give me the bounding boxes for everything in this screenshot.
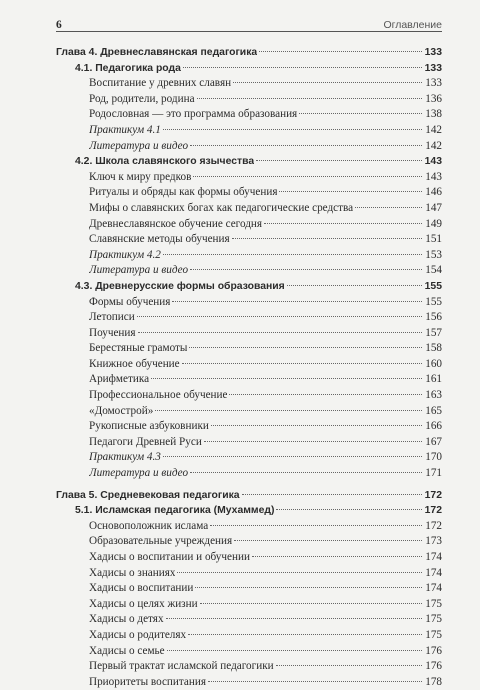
toc-entry-page: 156 — [425, 311, 442, 324]
toc-item[interactable] — [56, 566, 442, 582]
toc-entry-page: 174 — [425, 582, 442, 595]
toc-entry-title: Воспитание у древних славян — [89, 77, 232, 90]
toc-entry-page: 176 — [425, 660, 442, 673]
toc-entry-page: 172 — [425, 519, 442, 532]
toc-item[interactable] — [56, 76, 442, 92]
dot-leader — [259, 51, 422, 52]
toc-entry-page: 155 — [425, 295, 442, 308]
page-number: 6 — [56, 19, 62, 31]
toc-chapter[interactable] — [56, 45, 442, 61]
toc-item[interactable] — [56, 435, 442, 451]
toc-item[interactable] — [56, 659, 442, 675]
toc-entry-title: Первый трактат исламской педагогики — [89, 660, 274, 673]
toc-section[interactable] — [56, 279, 442, 295]
toc-item[interactable] — [56, 550, 442, 566]
toc-entry-title: Рукописные азбуковники — [89, 420, 209, 433]
dot-leader — [355, 207, 422, 208]
dot-leader — [208, 681, 422, 682]
toc-entry-page: 174 — [425, 551, 442, 563]
dot-leader — [190, 145, 422, 146]
toc-entry-page: 163 — [425, 389, 442, 402]
toc-entry-title: Ключ к миру предков — [89, 170, 192, 183]
toc-entry-page: 149 — [425, 217, 442, 230]
toc-item[interactable] — [56, 217, 442, 233]
toc-entry-page: 172 — [424, 505, 442, 517]
toc-entry-page: 136 — [425, 92, 442, 105]
dot-leader — [200, 603, 422, 604]
toc-entry-page: 133 — [425, 77, 442, 90]
toc-entry-page: 174 — [425, 566, 442, 579]
toc-item[interactable] — [56, 388, 442, 404]
toc-entry-page: 170 — [425, 451, 442, 464]
dot-leader — [182, 363, 422, 364]
toc-entry-page: 133 — [424, 62, 442, 74]
toc-entry-page: 173 — [425, 535, 442, 548]
dot-leader — [137, 316, 422, 317]
toc-item[interactable] — [56, 675, 442, 690]
dot-leader — [210, 525, 422, 526]
toc-item[interactable] — [56, 263, 442, 279]
toc-item[interactable] — [56, 341, 442, 357]
toc-entry-page: 157 — [425, 326, 442, 339]
toc-entry-page: 171 — [425, 467, 442, 480]
toc-item[interactable] — [56, 644, 442, 660]
toc-entry-title: Хадисы о знаниях — [89, 566, 176, 579]
toc-entry-page: 166 — [425, 420, 442, 433]
toc-entry-title: Берестяные грамоты — [89, 342, 188, 355]
dot-leader — [242, 494, 422, 495]
dot-leader — [232, 238, 422, 239]
toc-entry-title: Хадисы о родителях — [89, 628, 187, 641]
toc-section[interactable] — [56, 503, 442, 519]
dot-leader — [189, 347, 422, 348]
toc-entry-title: Древнеславянское обучение сегодня — [89, 217, 263, 230]
toc-entry-title: Основоположник ислама — [89, 519, 209, 532]
dot-leader — [234, 540, 422, 541]
toc-chapter[interactable] — [56, 488, 442, 504]
toc-item[interactable] — [56, 232, 442, 248]
toc-entry-title: Книжное обучение — [89, 357, 180, 370]
toc-entry-page: 143 — [425, 170, 442, 183]
toc-entry-title: Литература и видео — [89, 264, 189, 277]
toc-entry-title: 5.1. Исламская педагогика (Мухаммед) — [75, 505, 275, 517]
toc-entry-title: Педагоги Древней Руси — [89, 435, 202, 448]
toc-entry-title: Глава 5. Средневековая педагогика — [56, 489, 240, 501]
dot-leader — [163, 456, 422, 457]
toc-entry-title: Практикум 4.2 — [89, 248, 161, 261]
toc-item[interactable] — [56, 107, 442, 123]
toc-entry-title: 4.2. Школа славянского язычества — [75, 156, 255, 168]
dot-leader — [166, 618, 422, 619]
toc-item[interactable] — [56, 466, 442, 482]
toc-entry-title: Мифы о славянских богах как педагогические средства — [89, 201, 354, 214]
dot-leader — [252, 556, 422, 557]
toc-entry-page: 154 — [425, 264, 442, 277]
toc-entry-title: Практикум 4.3 — [89, 451, 161, 464]
dot-leader — [276, 665, 422, 666]
dot-leader — [163, 129, 422, 130]
toc-entry-page: 161 — [425, 373, 442, 386]
toc-entry-title: Литература и видео — [89, 139, 189, 152]
toc-entry-title: Ритуалы и обряды как формы обучения — [89, 186, 278, 199]
toc-item[interactable] — [56, 450, 442, 466]
toc-entry-title: Хадисы о целях жизни — [89, 597, 198, 610]
toc-item[interactable] — [56, 357, 442, 373]
dot-leader — [172, 301, 422, 302]
table-of-contents — [56, 45, 442, 690]
toc-item[interactable] — [56, 310, 442, 326]
toc-entry-title: Славянские методы обучения — [89, 233, 230, 246]
toc-entry-title: Практикум 4.1 — [89, 123, 161, 136]
toc-section[interactable] — [56, 61, 442, 77]
toc-entry-title: Хадисы о воспитании — [89, 582, 194, 595]
toc-entry-page: 133 — [424, 47, 442, 58]
toc-item[interactable] — [56, 404, 442, 420]
toc-entry-page: 153 — [425, 248, 442, 261]
toc-entry-page: 143 — [424, 156, 442, 168]
toc-entry-title: Хадисы о семье — [89, 644, 165, 657]
toc-entry-title: 4.1. Педагогика рода — [75, 62, 181, 74]
toc-entry-title: Литература и видео — [89, 467, 189, 480]
toc-item[interactable] — [56, 295, 442, 311]
toc-entry-page: 151 — [425, 233, 442, 246]
toc-entry-page: 158 — [425, 342, 442, 355]
dot-leader — [163, 254, 422, 255]
dot-leader — [256, 160, 422, 161]
toc-entry-title: Арифметика — [89, 373, 150, 386]
dot-leader — [190, 472, 422, 473]
toc-entry-title: Глава 4. Древнеславянская педагогика — [56, 47, 258, 58]
dot-leader — [193, 176, 422, 177]
dot-leader — [188, 634, 422, 635]
toc-entry-title: «Домострой» — [89, 404, 154, 417]
dot-leader — [190, 269, 422, 270]
toc-entry-title: Хадисы о детях — [89, 613, 164, 626]
toc-item[interactable] — [56, 201, 442, 217]
dot-leader — [229, 394, 422, 395]
toc-entry-page: 146 — [425, 186, 442, 199]
toc-item[interactable] — [56, 139, 442, 155]
toc-item[interactable] — [56, 248, 442, 264]
dot-leader — [233, 82, 422, 83]
dot-leader — [183, 67, 422, 68]
toc-entry-title: Род, родители, родина — [89, 92, 195, 105]
dot-leader — [138, 332, 422, 333]
toc-item[interactable] — [56, 419, 442, 435]
toc-item[interactable] — [56, 597, 442, 613]
toc-item[interactable] — [56, 581, 442, 597]
toc-entry-title: Профессиональное обучение — [89, 389, 228, 402]
toc-entry-page: 165 — [425, 404, 442, 417]
toc-entry-title: 4.3. Древнерусские формы образования — [75, 280, 285, 292]
toc-item[interactable] — [56, 612, 442, 628]
toc-entry-title: Родословная — это программа образования — [89, 108, 298, 121]
dot-leader — [287, 285, 422, 286]
toc-item[interactable] — [56, 534, 442, 550]
running-title: Оглавление — [383, 19, 442, 31]
dot-leader — [279, 191, 422, 192]
toc-entry-page: 160 — [425, 357, 442, 370]
toc-item[interactable] — [56, 185, 442, 201]
toc-entry-page: 175 — [425, 597, 442, 610]
toc-entry-page: 172 — [424, 489, 442, 501]
toc-entry-title: Хадисы о воспитании и обучении — [89, 551, 250, 563]
toc-entry-page: 175 — [425, 628, 442, 641]
dot-leader — [211, 425, 422, 426]
toc-item[interactable] — [56, 372, 442, 388]
toc-entry-page: 142 — [425, 123, 442, 136]
dot-leader — [151, 378, 422, 379]
toc-entry-page: 155 — [424, 280, 442, 292]
dot-leader — [195, 587, 422, 588]
dot-leader — [299, 113, 422, 114]
toc-item[interactable] — [56, 92, 442, 108]
page-header — [56, 13, 442, 32]
dot-leader — [276, 509, 422, 510]
toc-entry-page: 176 — [425, 644, 442, 657]
toc-entry-title: Летописи — [89, 311, 135, 324]
toc-item[interactable] — [56, 519, 442, 535]
toc-section[interactable] — [56, 154, 442, 170]
toc-entry-title: Формы обучения — [89, 295, 171, 308]
toc-entry-page: 167 — [425, 435, 442, 448]
dot-leader — [155, 410, 422, 411]
toc-entry-page: 147 — [425, 201, 442, 214]
dot-leader — [197, 98, 422, 99]
dot-leader — [204, 441, 422, 442]
toc-entry-title: Приоритеты воспитания — [89, 675, 207, 688]
toc-entry-page: 142 — [425, 139, 442, 152]
toc-item[interactable] — [56, 326, 442, 342]
toc-entry-title: Поучения — [89, 326, 136, 339]
toc-entry-page: 178 — [425, 675, 442, 688]
toc-item[interactable] — [56, 123, 442, 139]
toc-entry-page: 175 — [425, 613, 442, 626]
dot-leader — [264, 223, 422, 224]
toc-entry-title: Образовательные учреждения — [89, 535, 233, 548]
toc-item[interactable] — [56, 628, 442, 644]
toc-entry-page: 138 — [425, 108, 442, 121]
toc-item[interactable] — [56, 170, 442, 186]
dot-leader — [177, 572, 422, 573]
